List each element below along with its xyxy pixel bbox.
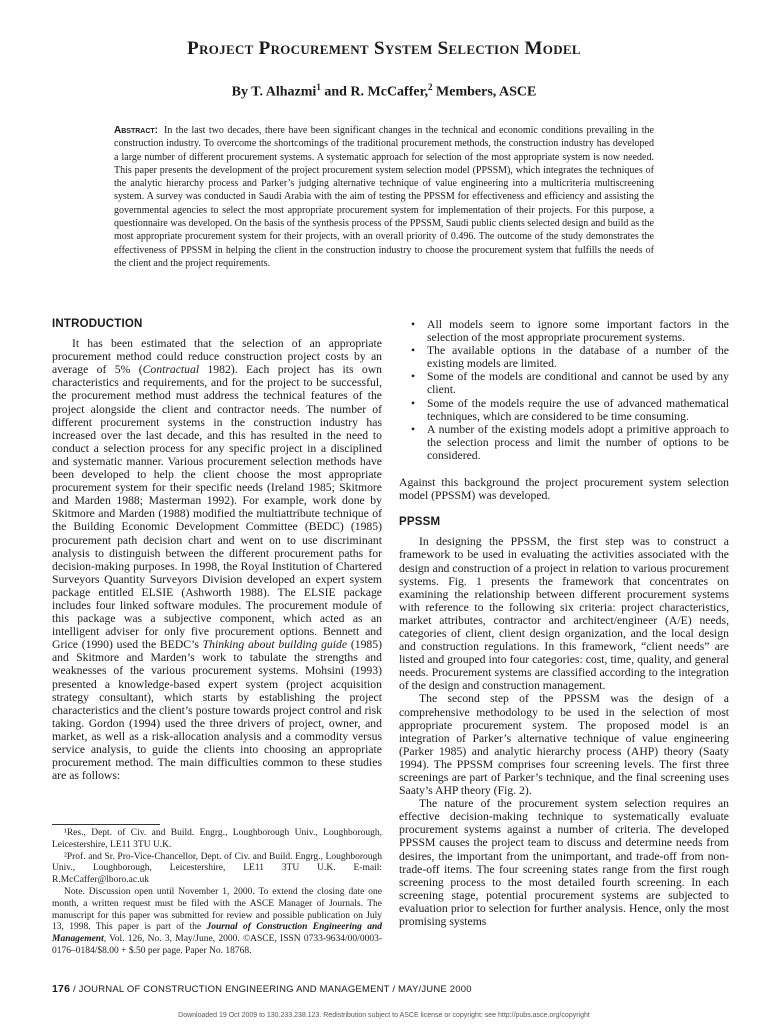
intro-text-3: (1985) and Skitmore and Marden’s work to tabulate the strengths and weaknesses of the various procurement systems. Mohsini (1993) presented a knowledge-based expert system (project acquisition strategy consultant), which starts by establishing the project characteristics and the client’s posture towards project control and risk taking. Gordon (1994) used the three drivers of project, owner, and market, as well as a risk-allocation analysis and a commodity versus service analysis, to guide the clients into choosing an appropriate procurement method. The main difficulties common to these studies are as follows: <box>52 638 382 783</box>
ppssm-paragraph-3: The nature of the procurement system selection requires an effective decision-making technique to systematically evaluate procurement systems against a number of criteria. The developed PPSSM causes the project team to discuss and determine needs from desires, the important from the unimportant, and trade-off from non-trade-off items. The four screening states range from the first rough screening process to the most detailed fourth screening. In each screening stage, potential procurement systems are subjected to evaluation prior to selection for further analysis. Hence, only the most promising systems <box>399 797 729 929</box>
intro-text-2: 1982). Each project has its own characteristics and requirements, and for the project to be successful, the procurement method must address the technical features of the project alongside the client and contractor needs. The number of different procurement systems in the construction industry has increased over the last decade, and this has resulted in the need to conduct a selection process for any specific project in a disciplined and systematic manner. Various procurement selection methods have been developed to help the client choose the most appropriate procurement system for their specific needs (Ireland 1985; Skitmore and Marden 1988; Masterman 1992). For example, work done by Skitmore and Marden (1988) modified the multiattribute technique of the Building Economic Development Committee (BEDC) (1985) procurement path decision chart and went on to use discriminant analysis to distinguish between the different procurement paths for decision-making purposes. In 1998, the Royal Institution of Chartered Surveyors Quantity Surveyors Division developed an expert system package entitled ELSIE (Ashworth 1988). The ELSIE package includes four linked software modules. The procurement module of this package was a subjective component, which acted as an intelligent adviser for only five procurement options. Bennett and Grice (1990) used the BEDC’s <box>52 363 382 652</box>
author-line <box>0 82 768 101</box>
ppssm-paragraph-1: In designing the PPSSM, the first step was to construct a framework to be used in evaluating the activities associated with the design and construction of a project in relation to various procurement systems. Fig. 1 presents the framework that concentrates on examining the relationship between different procurement systems with reference to the following six criteria: project characteristics, market attributes, contractor and architect/engineer (A/E) needs, categories of client, client design organization, and the local design and construction regulations. In this framework, “client needs” are listed and grouped into four categories: cost, time, quality, and general needs. Procurement systems are classified according to the integration of the design and construction management. <box>399 535 729 693</box>
abstract-text: In the last two decades, there have been significant changes in the technical and economic conditions prevailing in the construction industry. To overcome the shortcomings of the traditional procurement methods, the construction industry has developed a large number of different procurement systems. A systematic approach for selection of the most appropriate system is now needed. This paper presents the development of the project procurement system selection model (PPSSM), which integrates the techniques of the analytic hierarchy process and Parker’s judging alternative technique of value engineering into a multicriteria multiscreening system. A survey was conducted in Saudi Arabia with the aim of testing the PPSSM for effectiveness and efficiency and assisting the governmental agencies to select the most appropriate procurement system for implementation of their projects. For this purpose, a questionnaire was developed. On the basis of the synthesis process of the PPSSM, Saudi public clients selected design and build as the most appropriate procurement system for their projects, with an overall priority of 0.496. The outcome of the study demonstrates the effectiveness of PPSSM in helping the client in the construction industry to choose the procurement system that fulfills the needs of the client and the project requirements. <box>114 125 654 269</box>
note-text-2: , Vol. 126, No. 3, May/June, 2000. ©ASCE, ISSN 0733-9634/00/0003-0176–0184/$8.00 + $.50 per page. Paper No. 18768. <box>52 934 382 956</box>
difficulties-list <box>399 318 729 462</box>
list-item <box>399 397 729 423</box>
list-item-text: Some of the models are conditional and cannot be used by any client. <box>427 370 729 397</box>
download-notice: Downloaded 19 Oct 2009 to 130.233.238.123. Redistribution subject to ASCE license or copyright; see http://pubs.asce.org/copyright <box>178 1012 590 1019</box>
list-item-text: Some of the models require the use of advanced mathematical techniques, which are considered to be time consuming. <box>427 396 729 423</box>
closing-paragraph: Against this background the project procurement system selection model (PPSSM) was developed. <box>399 476 729 503</box>
author-affiliation: Members, ASCE <box>432 84 537 100</box>
list-item <box>399 344 729 370</box>
page-footer <box>52 983 752 995</box>
paper-title: Project Procurement System Selection Model <box>187 38 581 59</box>
author-1-mark: 1 <box>316 82 321 92</box>
right-column <box>399 318 729 928</box>
bullet-icon: • <box>411 344 416 358</box>
list-item-text: A number of the existing models adopt a primitive approach to the selection process and limit the number of options to be considered. <box>427 422 729 462</box>
introduction-paragraph <box>52 337 382 782</box>
introduction-heading: INTRODUCTION <box>52 318 143 330</box>
list-item <box>399 423 729 462</box>
note-text-1: Note. Discussion open until November 1, 2000. To extend the closing date one month, a written request must be filed with the ASCE Manager of Journals. The manuscript for this paper was submitted for review and possible publication on July 13, 1998. This paper is part of the <box>52 886 382 933</box>
author-1: By T. Alhazmi <box>231 84 317 100</box>
intro-citation-1: Contractual <box>142 363 200 377</box>
list-item <box>399 318 729 344</box>
bullet-icon: • <box>411 370 416 384</box>
author-2: and R. McCaffer, <box>320 84 429 100</box>
list-item-text: All models seem to ignore some important factors in the selection of the most appropriate procurement systems. <box>427 318 729 345</box>
list-item <box>399 370 729 396</box>
bullet-icon: • <box>411 422 416 436</box>
bullet-icon: • <box>411 396 416 410</box>
footnote-2: ²Prof. and Sr. Pro-Vice-Chancellor, Dept. of Civ. and Build. Engrg., Loughborough Univ., Loughborough, Leicestershire, LE11 3TU U.K. E-mail: R.McCaffer@lboro.ac.uk <box>52 851 382 886</box>
author-2-mark: 2 <box>428 82 433 92</box>
ppssm-paragraph-2: The second step of the PPSSM was the design of a comprehensive methodology to be used in the selection of most appropriate procurement system. The proposed model is an integration of Parker’s alternative technique of value engineering (Parker 1985) and analytic hierarchy process (AHP) theory (Saaty 1994). The PPSSM comprises four screening levels. The first three screenings are part of Parker’s technique, and the final screening uses Saaty’s AHP theory (Fig. 2). <box>399 692 729 798</box>
left-column <box>52 318 382 782</box>
footnotes <box>52 828 382 958</box>
bullet-icon: • <box>411 318 416 331</box>
footnote-divider <box>52 824 160 825</box>
note-journal: Journal of Construction Engineering and Management <box>52 922 382 945</box>
ppssm-heading: PPSSM <box>399 516 441 529</box>
intro-text-1: It has been estimated that the selection of an appropriate procurement method could reduce construction project costs by an average of 5% ( <box>52 337 382 377</box>
intro-citation-2: Thinking about building guide <box>202 638 348 652</box>
abstract <box>114 124 654 270</box>
footnote-1: ¹Res., Dept. of Civ. and Build. Engrg., Loughborough Univ., Loughborough, Leicestershire, LE11 3TU U.K. <box>52 828 382 850</box>
list-item-text: The available options in the database of a number of the existing models are limited. <box>427 344 729 371</box>
journal-running-head: / JOURNAL OF CONSTRUCTION ENGINEERING AND MANAGEMENT / MAY/JUNE 2000 <box>70 984 472 995</box>
footnote-note <box>52 887 382 958</box>
abstract-label: Abstract: <box>114 125 158 136</box>
page-number: 176 <box>52 983 71 995</box>
